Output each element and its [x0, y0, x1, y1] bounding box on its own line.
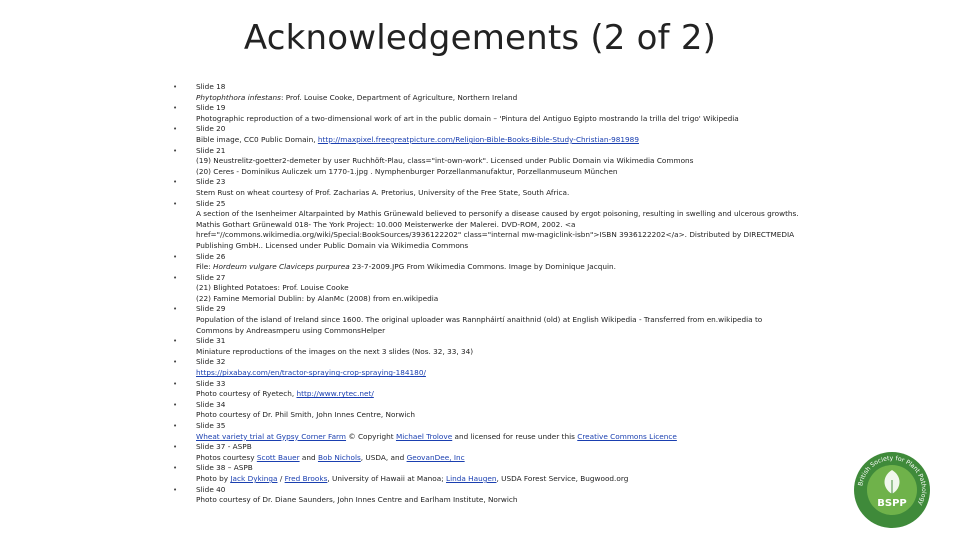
ack-item	[173, 145, 816, 178]
ack-item	[173, 399, 816, 421]
credit-text: : Prof. Louise Cooke, Department of Agriculture, Northern Ireland	[280, 92, 518, 102]
credit-text: Photo courtesy of Dr. Diane Saunders, John Innes Centre and Earlham Institute, Norwich	[196, 495, 518, 505]
bspp-logo	[852, 450, 932, 530]
bullet-icon: •	[173, 273, 178, 282]
credit-text: /	[277, 473, 285, 483]
credit-text: Slide 25	[196, 198, 226, 208]
credit-text: (19) Neustrelitz-goetter2-demeter by user Ruchhöft-Plau, class="int-own-work". Licensed under Public Domain via Wikimedia Commons	[196, 156, 694, 166]
credit-text: Mathis Gothart Grünewald 018- The York Project: 10.000 Meisterwerke der Malerei. DVD-ROM, 2002. <a	[196, 219, 576, 229]
ack-item	[173, 103, 816, 124]
credit-text: (21) Blighted Potatoes: Prof. Louise Cooke	[196, 283, 349, 293]
ack-item	[173, 378, 816, 400]
italic-text: Phytophthora infestans	[196, 92, 281, 102]
ack-item	[173, 272, 816, 305]
ack-item	[173, 484, 816, 506]
bullet-icon: •	[173, 443, 178, 452]
slide-label	[196, 304, 816, 315]
credit-line	[196, 495, 816, 506]
credit-link[interactable]: Linda Haugen	[446, 473, 497, 483]
credit-line	[196, 262, 816, 273]
credit-text: Slide 23	[196, 177, 226, 187]
slide-label	[196, 273, 816, 284]
credit-text: Slide 29	[196, 304, 226, 314]
credit-line	[196, 410, 816, 421]
credit-link[interactable]: Wheat variety trial at Gypsy Corner Farm	[196, 431, 347, 441]
credit-text: and	[299, 452, 318, 462]
logo-text: BSPP	[877, 498, 907, 509]
credit-link[interactable]: Jack Dykinga	[230, 473, 278, 483]
credit-text: , USDA, and	[360, 452, 407, 462]
credit-line	[196, 474, 816, 485]
ack-item	[173, 82, 816, 103]
acknowledgements-list	[173, 82, 816, 506]
credit-text: Slide 37 - ASPB	[196, 442, 252, 452]
credit-link[interactable]: https://pixabay.com/en/tractor-spraying-crop-spraying-184180/	[196, 368, 426, 378]
credit-text: href="//commons.wikimedia.org/wiki/Special:BookSources/3936122202" class="internal mw-magiclink-isbn">ISBN 3936122202</a>. Distributed by DIRECTMEDIA	[196, 230, 795, 240]
credit-text: Slide 19	[196, 103, 226, 113]
bullet-icon: •	[173, 104, 178, 113]
slide-label	[196, 379, 816, 390]
credit-text: Miniature reproductions of the images on the next 3 slides (Nos. 32, 33, 34)	[196, 346, 474, 356]
credit-line	[196, 347, 816, 358]
credit-text: Slide 31	[196, 336, 226, 346]
ack-item	[173, 177, 816, 198]
credit-text: Slide 21	[196, 145, 226, 155]
credit-line	[196, 156, 816, 167]
credit-text: Commons by Andreasmperu using CommonsHelper	[196, 325, 386, 335]
credit-line	[196, 114, 816, 125]
bullet-icon: •	[173, 485, 178, 494]
credit-text: Slide 18	[196, 82, 226, 91]
credit-line	[196, 209, 816, 220]
bullet-icon: •	[173, 252, 178, 261]
slide-label	[196, 124, 816, 135]
bullet-icon: •	[173, 178, 178, 187]
credit-line	[196, 368, 816, 379]
credit-text: 23-7-2009.JPG From Wikimedia Commons. Image by Dominique Jacquin.	[349, 262, 616, 272]
slide-label	[196, 336, 816, 347]
bullet-icon: •	[173, 422, 178, 430]
credit-line	[196, 453, 816, 464]
ack-item	[173, 357, 816, 378]
credit-text: (20) Ceres - Dominikus Auliczek um 1770-1.jpg . Nymphenburger Porzellanmanufaktur, Porzellanmuseum München	[196, 166, 618, 176]
slide-label	[196, 252, 816, 263]
ack-item	[173, 198, 816, 252]
credit-line	[196, 135, 816, 146]
credit-text: Slide 26	[196, 251, 226, 261]
credit-line	[196, 294, 816, 305]
credit-link[interactable]: GeovanDee, Inc	[406, 452, 465, 462]
credit-line	[196, 241, 816, 252]
credit-text: A section of the Isenheimer Altarpainted by Mathis Grünewald believed to personify a disease caused by ergot poisoning, resulting in swelling and ulcerous growths.	[196, 209, 799, 219]
ack-item	[173, 463, 816, 484]
credit-line	[196, 220, 816, 231]
bullet-icon: •	[173, 379, 178, 388]
slide-label	[196, 485, 816, 496]
credit-line	[196, 167, 816, 178]
slide-label	[196, 400, 816, 411]
slide-label	[196, 357, 816, 368]
credit-link[interactable]: http://www.rytec.net/	[296, 389, 374, 399]
credit-text: Bible image, CC0 Public Domain,	[196, 134, 318, 144]
credit-text: Slide 20	[196, 124, 226, 134]
credit-text: Slide 32	[196, 357, 226, 367]
slide-label	[196, 177, 816, 188]
credit-line	[196, 326, 816, 337]
credit-text: Slide 27	[196, 272, 226, 282]
credit-text: Photo by	[196, 473, 231, 483]
ack-item	[173, 336, 816, 357]
bullet-icon: •	[173, 305, 178, 314]
credit-link[interactable]: Bob Nichols	[317, 452, 361, 462]
ack-item	[173, 421, 816, 442]
slide-label	[196, 421, 816, 432]
credit-line	[196, 389, 816, 400]
slide-label	[196, 82, 816, 93]
bullet-icon: •	[173, 125, 178, 134]
credit-line	[196, 230, 816, 241]
credit-text: Photos courtesy	[196, 452, 257, 462]
bullet-icon: •	[173, 464, 178, 473]
credit-link[interactable]: Creative Commons Licence	[577, 431, 677, 441]
credit-link[interactable]: http://maxpixel.freegreatpicture.com/Religion-Bible-Books-Bible-Study-Christian-981989	[317, 134, 639, 144]
italic-text: Hordeum vulgare Claviceps purpurea	[213, 262, 350, 272]
slide-label	[196, 442, 816, 453]
bullet-icon: •	[173, 337, 178, 346]
credit-line	[196, 315, 816, 326]
credit-link[interactable]: Michael Trolove	[395, 431, 453, 441]
credit-text: Population of the island of Ireland since 1600. The original uploader was Rannpháirtí anaithnid (old) at English Wikipedia - Transferred from en.wikipedia to	[196, 315, 763, 325]
logo-ring-text: British Society for Plant Pathology	[857, 454, 928, 507]
credit-text: Photo courtesy of Dr. Phil Smith, John Innes Centre, Norwich	[196, 410, 416, 420]
credit-text: , USDA Forest Service, Bugwood.org	[496, 473, 629, 483]
ack-item	[173, 304, 816, 336]
bullet-icon: •	[173, 199, 178, 208]
credit-text: Slide 33	[196, 378, 226, 388]
credit-text: , University of Hawaii at Manoa;	[327, 473, 447, 483]
bullet-icon: •	[173, 83, 178, 91]
bullet-icon: •	[173, 358, 178, 367]
slide-label	[196, 103, 816, 114]
credit-text: Slide 40	[196, 484, 226, 494]
credit-text: Publishing GmbH.. Licensed under Public Domain via Wikimedia Commons	[196, 240, 469, 250]
slide-label	[196, 199, 816, 210]
credit-link[interactable]: Scott Bauer	[256, 452, 300, 462]
credit-text: Slide 35	[196, 421, 226, 430]
ack-item	[173, 251, 816, 273]
slide-label	[196, 463, 816, 474]
credit-link[interactable]: Fred Brooks	[284, 473, 328, 483]
bullet-icon: •	[173, 146, 178, 155]
credit-line	[196, 93, 816, 104]
credit-text: Slide 38 – ASPB	[196, 463, 253, 473]
bullet-icon: •	[173, 400, 178, 409]
credit-line	[196, 188, 816, 199]
credit-line	[196, 432, 816, 443]
ack-item	[173, 124, 816, 145]
credit-text: File:	[196, 262, 213, 272]
credit-text: Photographic reproduction of a two-dimensional work of art in the public domain – 'Pintura del Antiguo Egipto mostrando la trilla del trigo' Wikipedia	[196, 113, 739, 123]
credit-text: Photo courtesy of Ryetech,	[196, 389, 297, 399]
credit-text: © Copyright	[346, 431, 396, 441]
ack-item	[173, 442, 816, 463]
credit-text: Slide 34	[196, 399, 226, 409]
slide-label	[196, 146, 816, 157]
credit-text: and licensed for reuse under this	[452, 431, 578, 441]
credit-text: (22) Famine Memorial Dublin: by AlanMc (2008) from en.wikipedia	[196, 293, 439, 303]
page-title: Acknowledgements (2 of 2)	[243, 18, 717, 58]
credit-line	[196, 283, 816, 294]
credit-text: Stem Rust on wheat courtesy of Prof. Zacharias A. Pretorius, University of the Free State, South Africa.	[196, 187, 570, 197]
